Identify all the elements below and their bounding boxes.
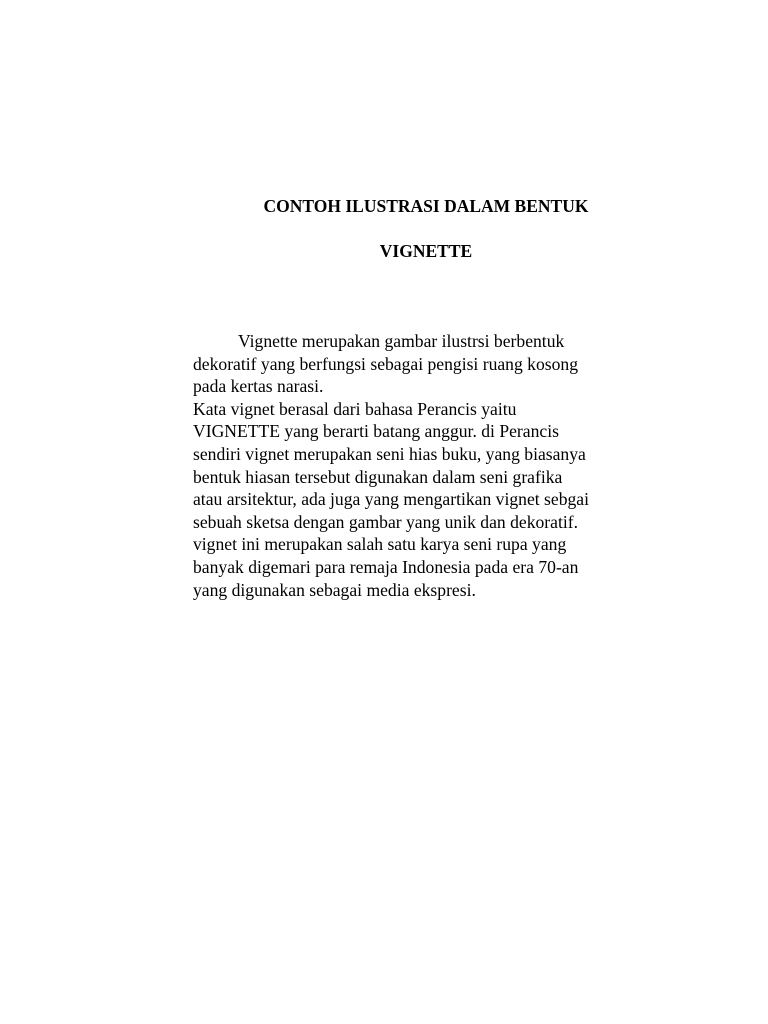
paragraph-2-line: sebuah sketsa dengan gambar yang unik dan dekoratif. — [193, 511, 578, 532]
paragraph-1-line: Vignette merupakan gambar ilustrsi berbentuk — [238, 331, 565, 351]
document-body — [193, 330, 673, 601]
paragraph-2-line: Kata vignet berasal dari bahasa Perancis yaitu — [193, 398, 517, 419]
document-title: CONTOH ILUSTRASI DALAM BENTUK — [263, 196, 589, 216]
paragraph-1-line: dekoratif yang berfungsi sebagai pengisi ruang kosong — [193, 353, 579, 374]
paragraph-2-line: sendiri vignet merupakan seni hias buku, yang biasanya — [193, 443, 586, 464]
paragraph-2-line: VIGNETTE yang berarti batang anggur. di Perancis — [193, 421, 559, 442]
paragraph-2-line: bentuk hiasan tersebut digunakan dalam seni grafika — [193, 466, 563, 487]
paragraph-1-line: pada kertas narasi. — [193, 376, 324, 397]
paragraph-2-line: yang digunakan sebagai media ekspresi. — [193, 579, 476, 600]
paragraph-2-line: vignet ini merupakan salah satu karya seni rupa yang — [193, 534, 567, 555]
paragraph-2-line: banyak digemari para remaja Indonesia pada era 70-an — [193, 556, 579, 577]
document-subtitle: VIGNETTE — [379, 241, 473, 261]
paragraph-2-line: atau arsitektur, ada juga yang mengartikan vignet sebgai — [193, 489, 589, 510]
